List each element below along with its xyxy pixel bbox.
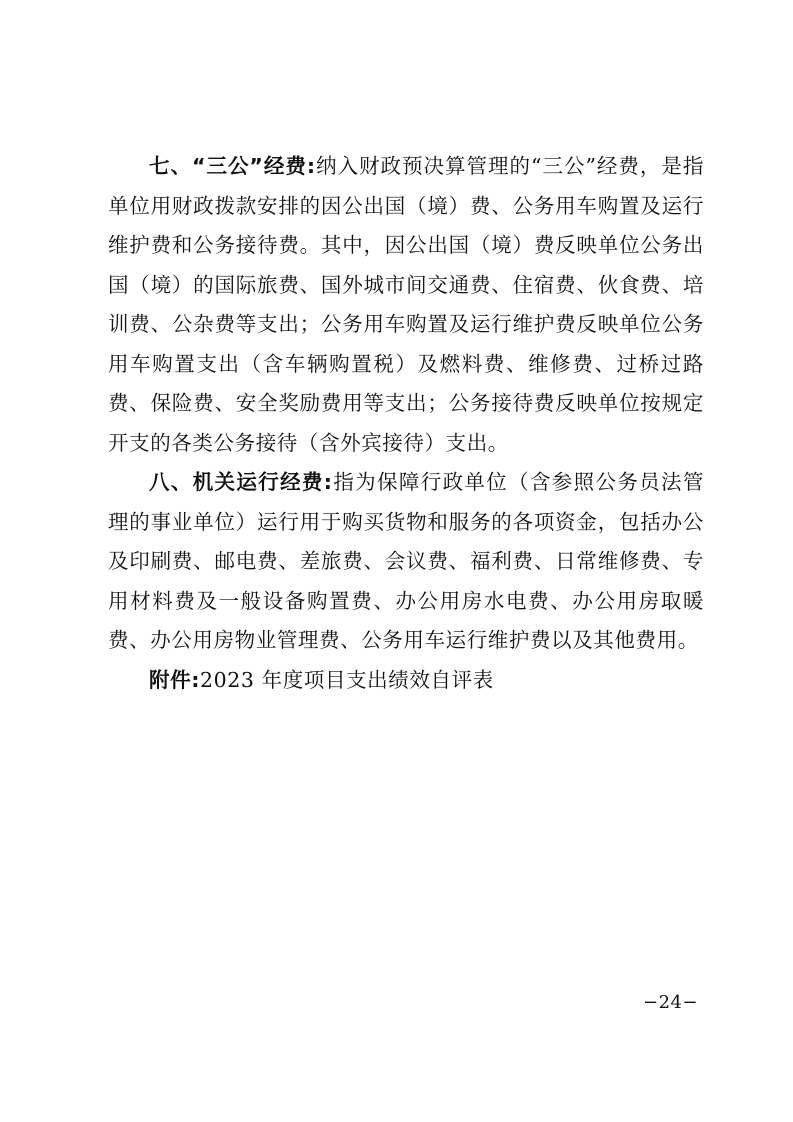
paragraph-attachment (108, 661, 704, 701)
document-body (108, 147, 704, 700)
paragraph-agency-operating-expenses (108, 463, 704, 661)
section-heading-agency-operating-expenses: 八、机关运行经费: (149, 470, 333, 494)
page-number: −24− (643, 992, 699, 1013)
paragraph-three-public-expenses (108, 147, 704, 463)
section-heading-three-public-expenses: 七、“三公”经费: (149, 154, 316, 178)
section-text-agency-operating-expenses: 指为保障行政单位（含参照公务员法管理的事业单位）运行用于购买货物和服务的各项资金，包括办公及印刷费、邮电费、差旅费、会议费、福利费、日常维修费、专用材料费及一般设备购置费、办公用房水电费、办公用房取暖费、办公用房物业管理费、公务用车运行维护费以及其他费用。 (108, 470, 704, 652)
section-text-three-public-expenses: 纳入财政预决算管理的“三公”经费，是指单位用财政拨款安排的因公出国（境）费、公务用车购置及运行维护费和公务接待费。其中，因公出国（境）费反映单位公务出国（境）的国际旅费、国外城市间交通费、住宿费、伙食费、培训费、公杂费等支出；公务用车购置及运行维护费反映单位公务用车购置支出（含车辆购置税）及燃料费、维修费、过桥过路费、保险费、安全奖励费用等支出；公务接待费反映单位按规定开支的各类公务接待（含外宾接待）支出。 (108, 154, 705, 455)
attachment-label: 附件: (149, 667, 200, 692)
attachment-text: 2023 年度项目支出绩效自评表 (200, 667, 494, 692)
